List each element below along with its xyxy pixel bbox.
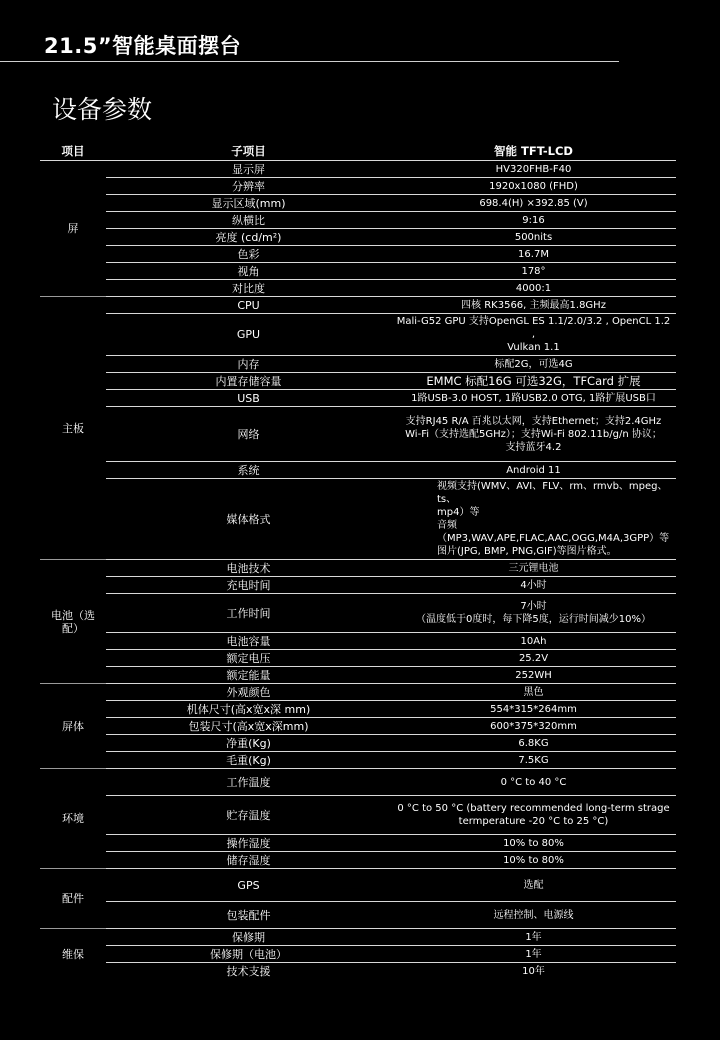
spec-value	[391, 701, 676, 718]
subitem-label: CPU	[106, 297, 391, 314]
subitem-label: 外观颜色	[106, 684, 391, 701]
table-row	[40, 246, 676, 263]
spec-value	[391, 852, 676, 869]
table-row	[40, 577, 676, 594]
spec-value-line: 0 °C to 40 °C	[500, 776, 567, 788]
spec-value	[391, 946, 676, 963]
spec-value	[391, 633, 676, 650]
spec-value	[391, 869, 676, 902]
group-label: 维保	[62, 947, 84, 961]
spec-value	[391, 229, 676, 246]
spec-value-line: 9:16	[522, 214, 545, 226]
spec-value-line: Mali-G52 GPU 支持OpenGL ES 1.1/2.0/3.2 , OpenCL 1.2 ,	[396, 316, 671, 340]
table-row	[40, 852, 676, 869]
spec-value-line: 10年	[522, 965, 545, 977]
column-header-spec: 智能 TFT-LCD	[391, 143, 676, 161]
subitem-label: USB	[106, 390, 391, 407]
spec-value-line: 选配	[523, 879, 544, 891]
spec-value	[391, 667, 676, 684]
spec-value-line: 25.2V	[518, 652, 549, 664]
spec-value	[391, 769, 676, 796]
subitem-label: 内存	[106, 356, 391, 373]
subitem-label: 工作温度	[106, 769, 391, 796]
table-row	[40, 161, 676, 178]
subitem-label: 工作时间	[106, 594, 391, 633]
spec-table	[40, 143, 676, 979]
spec-value	[391, 684, 676, 701]
spec-value	[391, 373, 676, 390]
subitem-label: 对比度	[106, 280, 391, 297]
spec-value	[391, 161, 676, 178]
group-label: 屏体	[40, 684, 106, 769]
spec-value	[391, 577, 676, 594]
subitem-label: 系统	[106, 462, 391, 479]
subitem-label: 储存湿度	[106, 852, 391, 869]
table-row	[40, 835, 676, 852]
spec-value-line: 视频支持(WMV、AVI、FLV、rm、rmvb、mpeg、ts、	[437, 481, 668, 505]
table-row	[40, 407, 676, 462]
table-row	[40, 946, 676, 963]
table-row	[40, 280, 676, 297]
subitem-label: 电池容量	[106, 633, 391, 650]
subitem-label: 显示屏	[106, 161, 391, 178]
spec-value-line: 黑色	[523, 686, 544, 698]
table-row	[40, 229, 676, 246]
spec-value-line: 500nits	[514, 231, 553, 243]
spec-value-line: 7小时	[520, 601, 547, 612]
spec-value-line: 554*315*264mm	[490, 703, 577, 715]
spec-value	[391, 963, 676, 980]
subitem-label: 内置存储容量	[106, 373, 391, 390]
table-row	[40, 633, 676, 650]
subitem-label: 毛重(Kg)	[106, 752, 391, 769]
spec-value	[391, 297, 676, 314]
spec-value	[391, 650, 676, 667]
subitem-label: 贮存温度	[106, 796, 391, 835]
spec-value-line: 1年	[525, 931, 542, 943]
spec-value-line: 7.5KG	[518, 754, 549, 766]
table-row	[40, 178, 676, 195]
group-label: 主板	[40, 297, 106, 560]
column-header-subitem: 子项目	[106, 143, 391, 161]
spec-value-line: 4小时	[520, 579, 547, 591]
table-row	[40, 479, 676, 560]
section-title: 设备参数	[52, 95, 153, 124]
subitem-label: 额定电压	[106, 650, 391, 667]
spec-value-line: 三元锂电池	[508, 562, 559, 574]
spec-value	[391, 280, 676, 297]
table-row	[40, 667, 676, 684]
spec-value	[391, 560, 676, 577]
spec-value-line: 600*375*320mm	[490, 720, 577, 732]
table-row	[40, 297, 676, 314]
spec-value	[391, 212, 676, 229]
spec-value	[391, 246, 676, 263]
spec-value-line: 6.8KG	[518, 737, 549, 749]
document-title: 21.5”智能桌面摆台	[44, 34, 242, 58]
spec-value	[391, 835, 676, 852]
spec-value-line: 10Ah	[520, 635, 547, 647]
spec-value	[391, 929, 676, 946]
spec-value-line: 音频（MP3,WAV,APE,FLAC,AAC,OGG,M4A,3GPP）等	[437, 520, 670, 544]
spec-value-line: 支持蓝牙4.2	[505, 441, 562, 453]
subitem-label: 包装尺寸(高x宽x深mm)	[106, 718, 391, 735]
subitem-label: 机体尺寸(高x宽x深 mm)	[106, 701, 391, 718]
subitem-label: 充电时间	[106, 577, 391, 594]
spec-value-line: 标配2G，可选4G	[494, 358, 573, 370]
table-row	[40, 929, 676, 946]
subitem-label: 保修期（电池）	[106, 946, 391, 963]
subitem-label: 操作湿度	[106, 835, 391, 852]
table-row	[40, 195, 676, 212]
spec-value	[391, 263, 676, 280]
table-row	[40, 869, 676, 902]
table-row	[40, 796, 676, 835]
spec-value-line: 10% to 80%	[503, 854, 564, 866]
spec-value-line: 10% to 80%	[503, 837, 564, 849]
spec-value-line: 远程控制、电源线	[493, 909, 574, 921]
subitem-label: GPU	[106, 314, 391, 356]
spec-value-line: 四核 RK3566, 主频最高1.8GHz	[461, 299, 606, 311]
spec-value	[391, 594, 676, 633]
subitem-label: 额定能量	[106, 667, 391, 684]
subitem-label: 净重(Kg)	[106, 735, 391, 752]
table-header-row	[40, 143, 676, 161]
spec-value-line: 698.4(H) ×392.85 (V)	[479, 197, 588, 209]
spec-value-line: （温度低于0度时，每下降5度，运行时间减少10%）	[416, 614, 651, 625]
spec-value-line: termperature -20 °C to 25 °C)	[458, 816, 609, 827]
subitem-label: 显示区域(mm)	[106, 195, 391, 212]
spec-value	[391, 195, 676, 212]
subitem-label: 分辨率	[106, 178, 391, 195]
spec-value-line: Android 11	[506, 464, 561, 476]
spec-value-line: 178°	[521, 265, 546, 277]
spec-value	[391, 796, 676, 835]
spec-value	[391, 718, 676, 735]
spec-value-line: 支持RJ45 R/A 百兆以太网，支持Ethernet；支持2.4GHz	[405, 415, 662, 427]
subitem-label: 视角	[106, 263, 391, 280]
table-row	[40, 769, 676, 796]
subitem-label: 网络	[106, 407, 391, 462]
spec-value	[391, 407, 676, 462]
table-row	[40, 263, 676, 280]
table-row	[40, 594, 676, 633]
group-label: 配件	[40, 869, 106, 929]
title-divider	[0, 61, 619, 62]
table-row	[40, 212, 676, 229]
table-row	[40, 462, 676, 479]
spec-value-line: 1920x1080 (FHD)	[489, 180, 578, 192]
table-row	[40, 390, 676, 407]
spec-value-line: Wi-Fi（支持选配5GHz）；支持Wi-Fi 802.11b/g/n 协议；	[405, 428, 662, 440]
group-label: 屏	[40, 161, 106, 297]
group-label: 电池（选配）	[40, 560, 106, 684]
subitem-label: 色彩	[106, 246, 391, 263]
table-row	[40, 701, 676, 718]
subitem-label: GPS	[106, 869, 391, 902]
spec-value-line: 1路USB-3.0 HOST, 1路USB2.0 OTG, 1路扩展USB口	[411, 392, 656, 404]
spec-value-line: mp4）等	[437, 507, 480, 518]
spec-value	[391, 390, 676, 407]
group-label: 环境	[40, 769, 106, 869]
subitem-label: 亮度 (cd/m²)	[106, 229, 391, 246]
spec-value	[391, 902, 676, 929]
spec-value	[391, 752, 676, 769]
spec-value-line: 图片(JPG, BMP, PNG,GIF)等图片格式。	[437, 546, 617, 557]
spec-value-line: 16.7M	[518, 248, 549, 260]
table-row	[40, 752, 676, 769]
subitem-label: 电池技术	[106, 560, 391, 577]
table-row	[40, 735, 676, 752]
table-row	[40, 902, 676, 929]
spec-value-line: 252WH	[515, 669, 552, 681]
table-row	[40, 718, 676, 735]
table-row	[40, 314, 676, 356]
table-row	[40, 650, 676, 667]
spec-value	[391, 356, 676, 373]
spec-value	[391, 735, 676, 752]
column-header-item: 项目	[40, 143, 106, 161]
spec-value-line: 0 °C to 50 °C (battery recommended long-term strage	[397, 803, 670, 814]
subitem-label: 纵横比	[106, 212, 391, 229]
spec-value-line: 4000:1	[515, 282, 552, 294]
subitem-label: 包装配件	[106, 902, 391, 929]
table-row	[40, 356, 676, 373]
subitem-label: 媒体格式	[106, 479, 391, 560]
spec-table-body	[40, 161, 676, 980]
table-row	[40, 560, 676, 577]
table-row	[40, 373, 676, 390]
table-row	[40, 684, 676, 701]
spec-value	[391, 462, 676, 479]
spec-value-line: HV320FHB-F40	[495, 163, 572, 175]
spec-value-line: Vulkan 1.1	[507, 342, 560, 353]
spec-value	[391, 314, 676, 356]
spec-value-line: EMMC 标配16G 可选32G，TFCard 扩展	[426, 373, 641, 388]
spec-value	[391, 178, 676, 195]
subitem-label: 技术支援	[226, 964, 271, 978]
spec-value-line: 1年	[525, 948, 542, 960]
spec-value	[391, 479, 676, 560]
subitem-label: 保修期	[106, 929, 391, 946]
table-row	[40, 963, 676, 980]
